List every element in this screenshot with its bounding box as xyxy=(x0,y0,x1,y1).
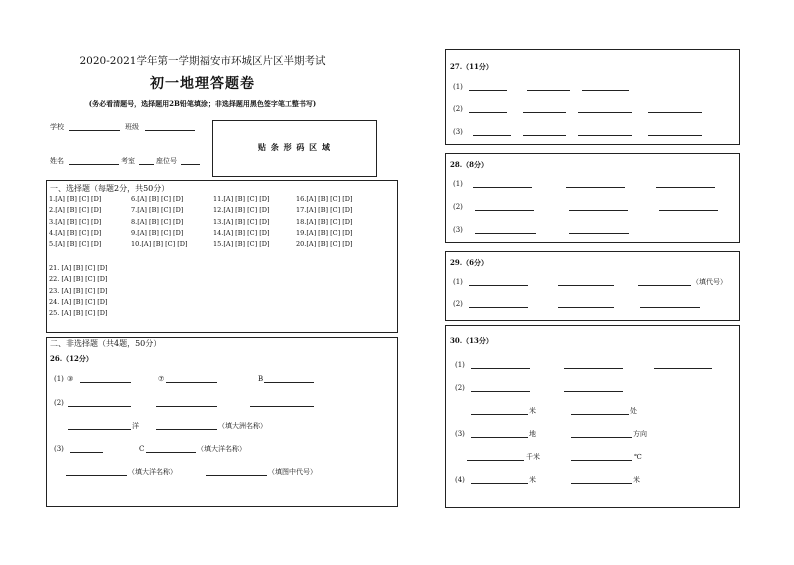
name-field[interactable] xyxy=(69,164,119,165)
q26-blank-8[interactable] xyxy=(156,429,217,430)
q30-blank-13[interactable] xyxy=(571,483,632,484)
choice-row[interactable]: 5.[A] [B] [C] [D] xyxy=(49,240,102,249)
q29-part2: (2) xyxy=(453,300,463,308)
q26-blank-11[interactable] xyxy=(66,475,127,476)
q29-fill-code: （填代号） xyxy=(692,278,727,286)
q26-circle3: ③ xyxy=(67,375,74,383)
choice-row[interactable]: 10.[A] [B] [C] [D] xyxy=(131,240,188,249)
q30-blank-9[interactable] xyxy=(571,437,632,438)
q29-blank-1[interactable] xyxy=(469,285,528,286)
q29-blank-4[interactable] xyxy=(469,307,528,308)
q27-blank-2[interactable] xyxy=(527,90,570,91)
q30-unit-m3: 米 xyxy=(633,476,640,484)
q26-fill-code: （填图中代号） xyxy=(268,468,317,476)
q30-blank-1[interactable] xyxy=(471,368,530,369)
q30-unit-place: 处 xyxy=(630,407,637,415)
q27-part3: (3) xyxy=(453,128,463,136)
class-field[interactable] xyxy=(145,130,195,131)
q30-part3: (3) xyxy=(455,430,465,438)
q26-blank-1[interactable] xyxy=(80,382,131,383)
q26-blank-2[interactable] xyxy=(166,382,217,383)
q30-part4: (4) xyxy=(455,476,465,484)
q30-blank-5[interactable] xyxy=(564,391,623,392)
q28-blank-7[interactable] xyxy=(475,233,536,234)
q28-part2: (2) xyxy=(453,203,463,211)
choice-row[interactable]: 14.[A] [B] [C] [D] xyxy=(213,228,270,237)
q26-blank-9[interactable] xyxy=(70,452,103,453)
q30-blank-6[interactable] xyxy=(471,414,528,415)
q28-blank-5[interactable] xyxy=(569,210,628,211)
q28-heading: 28.（8分） xyxy=(450,160,489,169)
q27-blank-10[interactable] xyxy=(578,135,632,136)
choice-row[interactable]: 16.[A] [B] [C] [D] xyxy=(296,195,353,203)
choice-row[interactable]: 4.[A] [B] [C] [D] xyxy=(49,228,102,237)
section1-title: 一、选择题（每题2分，共50分） xyxy=(50,184,170,193)
choice-row[interactable]: 19.[A] [B] [C] [D] xyxy=(296,228,353,237)
class-label: 班级 xyxy=(125,123,139,131)
choice-row[interactable]: 20.[A] [B] [C] [D] xyxy=(296,240,353,249)
q30-blank-8[interactable] xyxy=(471,437,528,438)
q27-blank-11[interactable] xyxy=(648,135,702,136)
q27-blank-5[interactable] xyxy=(523,112,566,113)
q27-blank-4[interactable] xyxy=(469,112,507,113)
section2-title: 二、非选择题（共4题，50分） xyxy=(50,339,162,348)
q28-blank-8[interactable] xyxy=(569,233,629,234)
q30-blank-2[interactable] xyxy=(564,368,623,369)
q30-unit-m2: 米 xyxy=(529,476,536,484)
q27-blank-6[interactable] xyxy=(578,112,632,113)
choice-row[interactable]: 3.[A] [B] [C] [D] xyxy=(49,217,102,226)
seat-label: 座位号 xyxy=(156,157,177,165)
q26-blank-3[interactable] xyxy=(264,382,314,383)
q30-blank-11[interactable] xyxy=(571,460,632,461)
q26-blank-4[interactable] xyxy=(68,406,131,407)
q27-blank-8[interactable] xyxy=(473,135,511,136)
q26-part2: (2) xyxy=(54,399,64,407)
q30-blank-12[interactable] xyxy=(471,483,528,484)
q30-blank-10[interactable] xyxy=(467,460,524,461)
choice-row[interactable]: 22. [A] [B] [C] [D] xyxy=(49,275,108,284)
choice-row[interactable]: 18.[A] [B] [C] [D] xyxy=(296,217,353,226)
q26-heading: 26.（12分） xyxy=(50,354,93,363)
q26-b-label: B xyxy=(258,375,264,383)
q26-part1: (1) xyxy=(54,375,64,383)
q26-part3: (3) xyxy=(54,445,64,453)
q26-fill-ocean: （填大洋名称） xyxy=(197,445,246,453)
q26-fill-continent: （填大洲名称） xyxy=(218,422,267,430)
q27-part1: (1) xyxy=(453,83,463,91)
q28-blank-1[interactable] xyxy=(473,187,532,188)
q28-part3: (3) xyxy=(453,226,463,234)
q30-unit-c: ℃ xyxy=(634,453,642,461)
choice-row[interactable]: 2.[A] [B] [C] [D] xyxy=(49,206,102,215)
choice-row[interactable]: 8.[A] [B] [C] [D] xyxy=(131,217,184,226)
q29-blank-6[interactable] xyxy=(640,307,700,308)
q28-blank-6[interactable] xyxy=(659,210,718,211)
q30-blank-3[interactable] xyxy=(654,368,712,369)
choice-row[interactable]: 13.[A] [B] [C] [D] xyxy=(213,217,270,226)
choice-row[interactable]: 23. [A] [B] [C] [D] xyxy=(49,286,108,295)
q29-part1: (1) xyxy=(453,278,463,286)
q26-circle7: ⑦ xyxy=(158,375,165,383)
q29-blank-5[interactable] xyxy=(558,307,614,308)
choice-row[interactable]: 12.[A] [B] [C] [D] xyxy=(213,206,270,215)
q30-unit-km: 千米 xyxy=(526,453,540,461)
seat-field[interactable] xyxy=(181,164,200,165)
choice-row[interactable]: 15.[A] [B] [C] [D] xyxy=(213,240,270,249)
q26-blank-5[interactable] xyxy=(156,406,217,407)
choice-row[interactable]: 24. [A] [B] [C] [D] xyxy=(49,297,108,306)
q29-heading: 29.（6分） xyxy=(450,258,489,267)
q30-box xyxy=(445,325,740,508)
choice-row[interactable]: 17.[A] [B] [C] [D] xyxy=(296,206,353,215)
q27-part2: (2) xyxy=(453,105,463,113)
q30-heading: 30.（13分） xyxy=(450,336,493,345)
paper-title: 初一地理答题卷 xyxy=(150,76,255,92)
q26-c-label: C xyxy=(139,445,145,453)
q30-unit-m: 米 xyxy=(529,407,536,415)
choice-row[interactable]: 9.[A] [B] [C] [D] xyxy=(131,228,184,237)
q29-box xyxy=(445,251,740,321)
q26-blank-7[interactable] xyxy=(68,429,131,430)
q26-blank-10[interactable] xyxy=(146,452,196,453)
q26-blank-6[interactable] xyxy=(250,406,314,407)
q28-blank-3[interactable] xyxy=(656,187,715,188)
exam-title: 2020-2021学年第一学期福安市环城区片区半期考试 xyxy=(79,55,326,67)
q30-unit-land: 地 xyxy=(529,430,536,438)
name-label: 姓名 xyxy=(50,157,64,165)
choice-row[interactable]: 25. [A] [B] [C] [D] xyxy=(49,309,108,318)
school-field[interactable] xyxy=(69,130,120,131)
barcode-label: 贴 条 形 码 区 域 xyxy=(258,142,331,152)
q29-blank-3[interactable] xyxy=(638,285,691,286)
choice-row[interactable]: 11.[A] [B] [C] [D] xyxy=(213,195,270,203)
choice-row[interactable]: 7.[A] [B] [C] [D] xyxy=(131,206,184,215)
q30-blank-4[interactable] xyxy=(471,391,530,392)
q29-blank-2[interactable] xyxy=(558,285,614,286)
q28-box xyxy=(445,153,740,243)
room-label: 考室 xyxy=(121,157,135,165)
choice-row[interactable]: 1.[A] [B] [C] [D] xyxy=(49,195,102,203)
q27-blank-3[interactable] xyxy=(582,90,629,91)
q26-ocean-suffix: 洋 xyxy=(132,422,139,430)
barcode-area xyxy=(212,120,377,177)
q28-blank-4[interactable] xyxy=(475,210,534,211)
q28-part1: (1) xyxy=(453,180,463,188)
choice-row[interactable]: 21. [A] [B] [C] [D] xyxy=(49,264,108,272)
q30-part2: (2) xyxy=(455,384,465,392)
room-field[interactable] xyxy=(139,164,154,165)
choice-row[interactable]: 6.[A] [B] [C] [D] xyxy=(131,195,184,203)
notice: (务必看清题号，选择题用2B铅笔填涂；非选择题用黑色签字笔工整书写) xyxy=(88,99,317,108)
school-label: 学校 xyxy=(50,123,64,131)
q30-unit-dir: 方向 xyxy=(633,430,647,438)
q30-blank-7[interactable] xyxy=(571,414,629,415)
q30-part1: (1) xyxy=(455,361,465,369)
q26-fill-ocean2: （填大洋名称） xyxy=(128,468,177,476)
q28-blank-2[interactable] xyxy=(566,187,625,188)
q27-blank-1[interactable] xyxy=(469,90,507,91)
q27-blank-7[interactable] xyxy=(648,112,702,113)
q27-blank-9[interactable] xyxy=(523,135,566,136)
q27-heading: 27.（11分） xyxy=(450,62,493,71)
q26-blank-12[interactable] xyxy=(206,475,267,476)
